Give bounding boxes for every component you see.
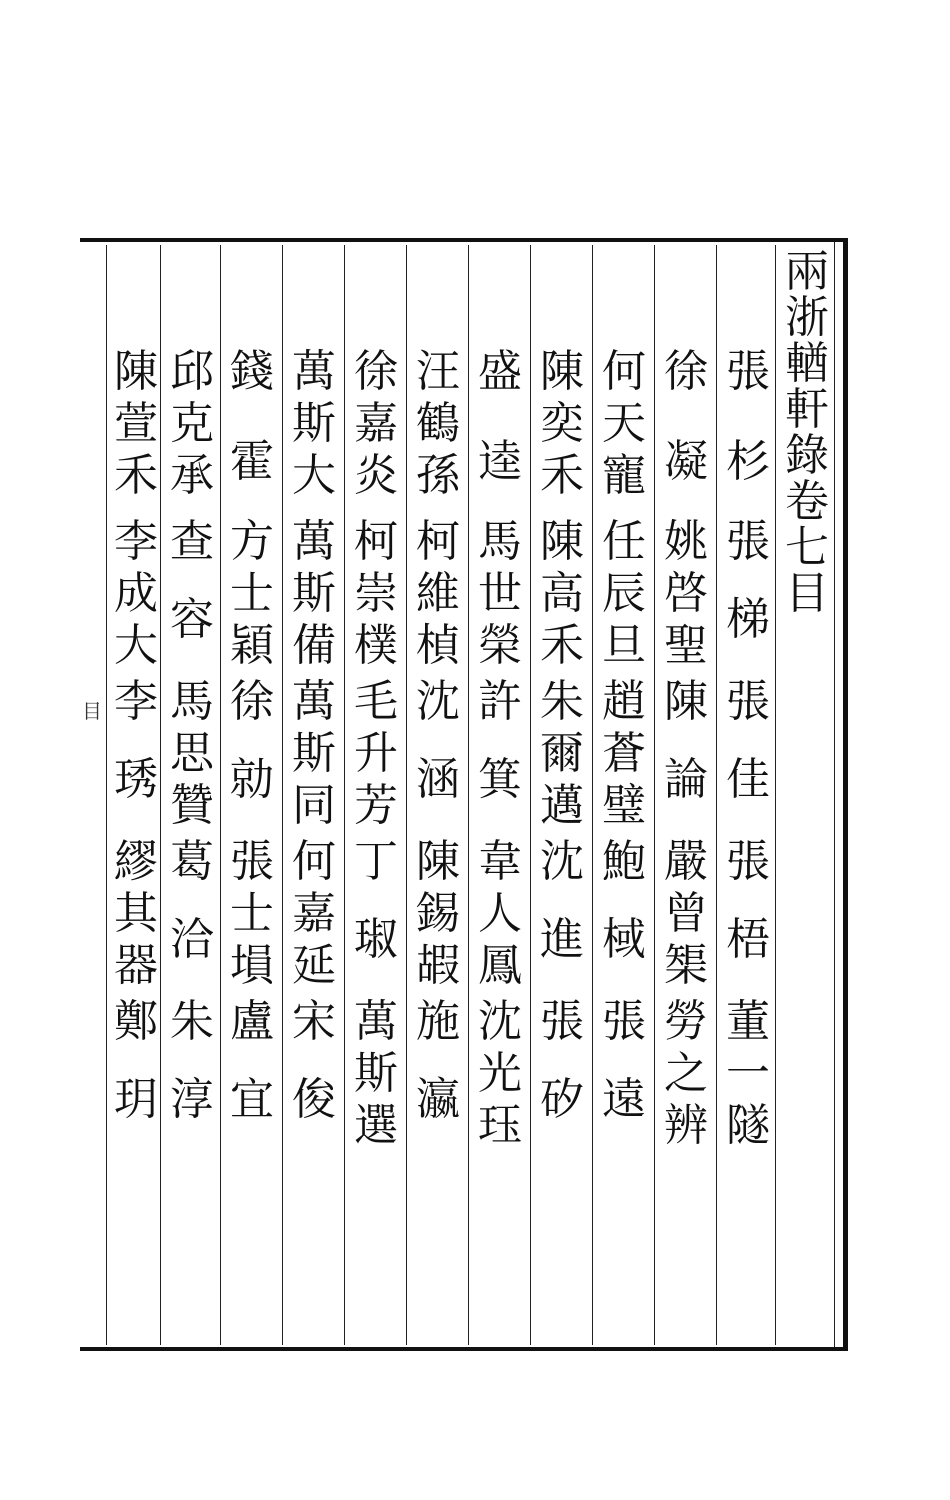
page-title	[777, 246, 837, 619]
column-rule	[344, 245, 345, 1345]
name-char: 陳	[664, 676, 708, 727]
name-char: 任	[602, 516, 646, 567]
person-name	[408, 676, 468, 805]
fold-edge	[82, 245, 104, 1345]
name-char: 承	[170, 450, 214, 501]
person-name	[222, 836, 282, 991]
name-char: 穎	[230, 620, 274, 671]
name-char: 洽	[170, 914, 214, 965]
fold-mark: 目	[82, 699, 102, 723]
name-char: 盛	[478, 346, 522, 397]
name-char: 旦	[602, 620, 646, 671]
name-char: 陳	[114, 346, 158, 397]
person-name	[162, 346, 222, 501]
name-char: 霍	[230, 436, 274, 487]
name-char: 器	[114, 940, 158, 991]
name-char: 姚	[664, 516, 708, 567]
person-name	[162, 676, 222, 831]
name-char: 宜	[230, 1074, 274, 1125]
name-char: 萱	[114, 398, 158, 449]
title-char: 輶	[785, 338, 829, 389]
name-char: 何	[602, 346, 646, 397]
name-char: 斯	[292, 728, 336, 779]
title-char: 軒	[785, 384, 829, 435]
name-char: 馬	[478, 516, 522, 567]
name-char: 陳	[540, 346, 584, 397]
name-char: 同	[292, 780, 336, 831]
name-char: 啓	[664, 568, 708, 619]
name-char: 宋	[292, 996, 336, 1047]
name-char: 禾	[540, 450, 584, 501]
person-name	[284, 996, 344, 1125]
person-name	[594, 346, 654, 501]
name-char: 張	[602, 996, 646, 1047]
name-char: 涵	[416, 754, 460, 805]
name-char: 鮑	[602, 836, 646, 887]
person-name	[718, 836, 778, 965]
name-char: 斯	[354, 1048, 398, 1099]
name-char: 大	[114, 620, 158, 671]
person-name	[106, 676, 166, 805]
name-char: 汪	[416, 346, 460, 397]
name-char: 斯	[292, 568, 336, 619]
person-name	[222, 676, 282, 805]
name-char: 矽	[540, 1074, 584, 1125]
name-char: 琇	[114, 754, 158, 805]
person-name	[106, 996, 166, 1125]
column-rule	[406, 245, 407, 1345]
name-char: 孫	[416, 450, 460, 501]
person-name	[656, 676, 716, 805]
name-char: 張	[726, 836, 770, 887]
name-char: 錢	[230, 346, 274, 397]
name-char: 李	[114, 516, 158, 567]
person-name	[532, 346, 592, 501]
title-char: 兩	[785, 246, 829, 297]
name-char: 萬	[292, 516, 336, 567]
name-char: 俊	[292, 1074, 336, 1125]
name-char: 爾	[540, 728, 584, 779]
name-char: 徐	[664, 346, 708, 397]
name-char: 奕	[540, 398, 584, 449]
person-name	[106, 346, 166, 501]
person-name	[656, 346, 716, 487]
name-char: 繆	[114, 836, 158, 887]
name-char: 嚴	[664, 836, 708, 887]
name-char: 禾	[540, 620, 584, 671]
name-char: 查	[170, 516, 214, 567]
name-char: 朱	[170, 996, 214, 1047]
name-char: 勞	[664, 996, 708, 1047]
person-name	[162, 516, 222, 645]
person-name	[532, 676, 592, 831]
name-char: 張	[540, 996, 584, 1047]
name-char: 崇	[354, 568, 398, 619]
person-name	[470, 676, 530, 805]
name-char: 許	[478, 676, 522, 727]
name-char: 陳	[416, 836, 460, 887]
name-char: 箕	[478, 754, 522, 805]
column-rule	[592, 245, 593, 1345]
name-char: 丁	[354, 836, 398, 887]
name-char: 寵	[602, 450, 646, 501]
name-char: 榮	[478, 620, 522, 671]
name-char: 棫	[602, 914, 646, 965]
name-char: 勍	[230, 754, 274, 805]
name-char: 大	[292, 450, 336, 501]
name-char: 高	[540, 568, 584, 619]
person-name	[162, 996, 222, 1125]
name-char: 遠	[602, 1074, 646, 1125]
person-name	[408, 996, 468, 1125]
name-char: 施	[416, 996, 460, 1047]
name-char: 逵	[478, 436, 522, 487]
name-char: 光	[478, 1048, 522, 1099]
name-char: 沈	[478, 996, 522, 1047]
name-char: 杉	[726, 436, 770, 487]
name-char: 之	[664, 1048, 708, 1099]
title-char: 卷	[785, 476, 829, 527]
person-name	[656, 836, 716, 991]
person-name	[408, 836, 468, 991]
person-name	[284, 676, 344, 831]
person-name	[470, 516, 530, 671]
column-rule	[716, 245, 717, 1345]
name-char: 榘	[664, 940, 708, 991]
person-name	[346, 996, 406, 1151]
title-char: 目	[785, 568, 829, 619]
name-char: 徐	[230, 676, 274, 727]
name-char: 升	[354, 728, 398, 779]
person-name	[656, 996, 716, 1151]
name-char: 葛	[170, 836, 214, 887]
person-name	[718, 516, 778, 645]
person-name	[284, 516, 344, 671]
name-char: 成	[114, 568, 158, 619]
title-char: 錄	[785, 430, 829, 481]
name-char: 塤	[230, 940, 274, 991]
person-name	[346, 346, 406, 501]
name-char: 鄭	[114, 996, 158, 1047]
name-char: 士	[230, 568, 274, 619]
name-char: 鶴	[416, 398, 460, 449]
name-char: 佳	[726, 754, 770, 805]
name-char: 毛	[354, 676, 398, 727]
person-name	[594, 516, 654, 671]
column-rule	[654, 245, 655, 1345]
title-char: 浙	[785, 292, 829, 343]
name-char: 董	[726, 996, 770, 1047]
name-char: 樸	[354, 620, 398, 671]
name-char: 柯	[416, 516, 460, 567]
name-char: 蒼	[602, 728, 646, 779]
person-name	[408, 516, 468, 671]
name-char: 陳	[540, 516, 584, 567]
name-char: 沈	[540, 836, 584, 887]
person-name	[594, 676, 654, 831]
name-char: 馬	[170, 676, 214, 727]
name-char: 李	[114, 676, 158, 727]
person-name	[106, 516, 166, 671]
name-char: 隧	[726, 1100, 770, 1151]
name-char: 張	[230, 836, 274, 887]
person-name	[594, 836, 654, 965]
name-char: 盧	[230, 996, 274, 1047]
name-char: 琡	[354, 914, 398, 965]
name-char: 嘏	[416, 940, 460, 991]
name-char: 炎	[354, 450, 398, 501]
name-char: 萬	[354, 996, 398, 1047]
name-char: 斯	[292, 398, 336, 449]
name-char: 玥	[114, 1074, 158, 1125]
name-char: 梯	[726, 594, 770, 645]
name-char: 柯	[354, 516, 398, 567]
title-char: 七	[785, 522, 829, 573]
name-char: 韋	[478, 836, 522, 887]
person-name	[284, 346, 344, 501]
name-char: 備	[292, 620, 336, 671]
person-name	[222, 516, 282, 671]
name-char: 論	[664, 754, 708, 805]
person-name	[470, 996, 530, 1151]
name-char: 嘉	[292, 888, 336, 939]
name-char: 世	[478, 568, 522, 619]
name-char: 張	[726, 346, 770, 397]
person-name	[470, 346, 530, 487]
name-char: 容	[170, 594, 214, 645]
person-name	[284, 836, 344, 991]
person-name	[222, 346, 282, 487]
name-char: 萬	[292, 676, 336, 727]
name-char: 思	[170, 728, 214, 779]
name-char: 人	[478, 888, 522, 939]
name-char: 趙	[602, 676, 646, 727]
name-char: 凝	[664, 436, 708, 487]
name-char: 進	[540, 914, 584, 965]
person-name	[718, 996, 778, 1151]
name-char: 芳	[354, 780, 398, 831]
name-char: 維	[416, 568, 460, 619]
person-name	[470, 836, 530, 991]
name-char: 萬	[292, 346, 336, 397]
column-rule	[282, 245, 283, 1345]
name-char: 梧	[726, 914, 770, 965]
name-char: 延	[292, 940, 336, 991]
person-name	[718, 676, 778, 805]
person-name	[346, 836, 406, 965]
name-char: 鳳	[478, 940, 522, 991]
name-char: 楨	[416, 620, 460, 671]
name-char: 方	[230, 516, 274, 567]
name-char: 朱	[540, 676, 584, 727]
name-char: 天	[602, 398, 646, 449]
column-rule	[468, 245, 469, 1345]
name-char: 沈	[416, 676, 460, 727]
person-name	[162, 836, 222, 965]
name-char: 辨	[664, 1100, 708, 1151]
person-name	[532, 996, 592, 1125]
name-char: 克	[170, 398, 214, 449]
person-name	[594, 996, 654, 1125]
name-char: 張	[726, 516, 770, 567]
name-char: 瀛	[416, 1074, 460, 1125]
name-char: 嘉	[354, 398, 398, 449]
person-name	[106, 836, 166, 991]
name-char: 禾	[114, 450, 158, 501]
name-char: 一	[726, 1048, 770, 1099]
person-name	[718, 346, 778, 487]
name-char: 辰	[602, 568, 646, 619]
name-char: 其	[114, 888, 158, 939]
name-char: 邁	[540, 780, 584, 831]
name-char: 何	[292, 836, 336, 887]
name-char: 璧	[602, 780, 646, 831]
name-char: 張	[726, 676, 770, 727]
name-char: 徐	[354, 346, 398, 397]
name-char: 選	[354, 1100, 398, 1151]
person-name	[346, 676, 406, 831]
person-name	[222, 996, 282, 1125]
person-name	[408, 346, 468, 501]
name-char: 聖	[664, 620, 708, 671]
name-char: 士	[230, 888, 274, 939]
name-char: 曾	[664, 888, 708, 939]
name-char: 珏	[478, 1100, 522, 1151]
name-char: 贊	[170, 780, 214, 831]
person-name	[532, 836, 592, 965]
person-name	[656, 516, 716, 671]
name-char: 淳	[170, 1074, 214, 1125]
person-name	[532, 516, 592, 671]
column-rule	[530, 245, 531, 1345]
person-name	[346, 516, 406, 671]
name-char: 邱	[170, 346, 214, 397]
name-char: 錫	[416, 888, 460, 939]
